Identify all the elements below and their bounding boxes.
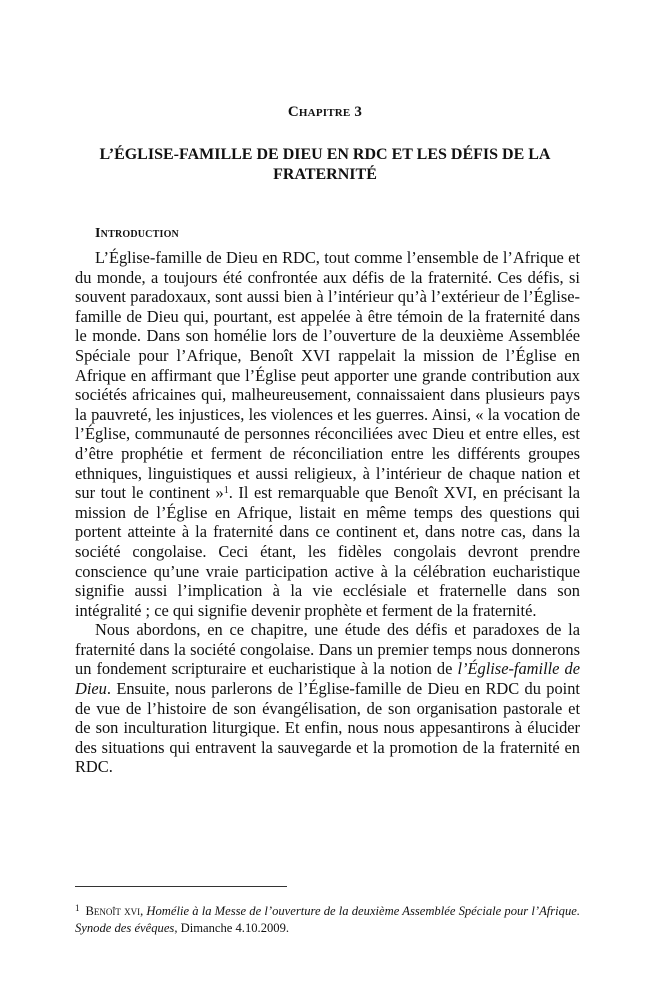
footnote-number: 1 xyxy=(75,903,80,913)
footnote-rest: , Dimanche 4.10.2009. xyxy=(174,921,290,935)
footnote-separator: , xyxy=(140,904,147,918)
paragraph-2-text-b: . Ensuite, nous parlerons de l’Église-famille de Dieu en RDC du point de vue de l’histoire de son évangélisation, de son organisation pastorale et de son inculturation liturgique. Et enfin, nous nous appesantirons à élucider des situations qui entravent la sauvegarde et la promotion de la fraternité en RDC. xyxy=(75,679,580,777)
chapter-title: L’ÉGLISE-FAMILLE DE DIEU EN RDC ET LES DÉFIS DE LA FRATERNITÉ xyxy=(99,146,551,183)
paragraph-2-text-a: Nous abordons, en ce chapitre, une étude des défis et paradoxes de la fraternité dans la société congolaise. Dans un premier temps nous donnerons un fondement scripturaire et eucharistique à la notion de xyxy=(75,620,580,679)
footnote-author: Benoît xvi xyxy=(85,904,141,918)
chapter-label: Chapitre 3 xyxy=(287,104,363,120)
footnote-divider xyxy=(75,886,287,887)
paragraph-1 xyxy=(75,248,580,620)
paragraph-1-text-a: L’Église-famille de Dieu en RDC, tout comme l’ensemble de l’Afrique et du monde, a toujours été confrontée aux défis de la fraternité. Ces défis, si souvent paradoxaux, sont aussi bien à l’intérieur qu’à l’extérieur de l’Église-famille de Dieu qui, pourtant, est appelée à être témoin de la fraternité dans le monde. Dans son homélie lors de l’ouverture de la deuxième Assemblée Spéciale pour l’Afrique, Benoît XVI rappelait la mission de l’Église en Afrique en affirmant que l’Église peut apporter une grande contribution aux sociétés africaines qui, malheureusement, connaissaient dans plusieurs pays la pauvreté, les injustices, les violences et les guerres. Ainsi, « la vocation de l’Église, communauté de personnes réconciliées avec Dieu et entre elles, est d’être prophétie et ferment de réconciliation entre les différents groupes ethniques, linguistiques et aussi religieux, à l’intérieur de chaque nation et sur tout le continent » xyxy=(75,248,580,503)
footnote-reference[interactable]: 1 xyxy=(223,485,229,497)
footnote-title: Homélie à la Messe de l’ouverture de la deuxième Assemblée Spéciale pour l’Afrique. Synode des évêques xyxy=(75,904,580,935)
section-heading: Introduction xyxy=(95,226,179,241)
paragraph-2-italic: l’Église-famille de Dieu xyxy=(75,659,580,699)
footnote xyxy=(75,900,580,937)
body-text xyxy=(75,248,580,777)
paragraph-1-text-b: . Il est remarquable que Benoît XVI, en précisant la mission de l’Église en Afrique, listait en même temps des questions qui portent atteinte à la fraternité dans ce continent et, dans notre cas, dans la société congolaise. Ceci étant, les fidèles congolais devront prendre conscience qu’une vraie participation active à la célébration eucharistique signifie aussi l’implication à la vie ecclésiale et fraternelle dans son intégralité ; ce qui signifie devenir prophète et ferment de la fraternité. xyxy=(75,483,580,620)
paragraph-2 xyxy=(75,620,580,777)
